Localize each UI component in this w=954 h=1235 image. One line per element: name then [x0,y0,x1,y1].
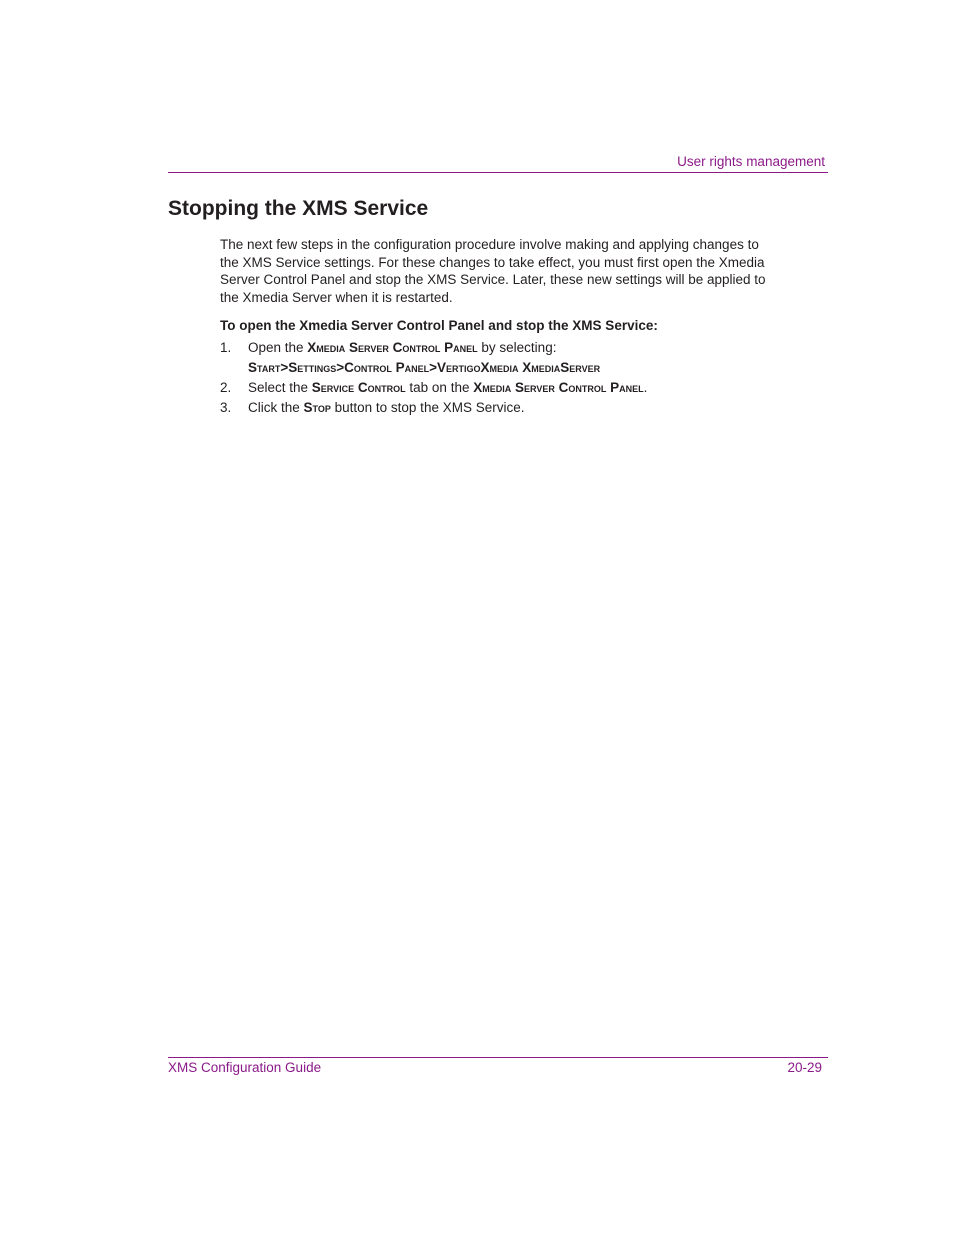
step-number: 1. [220,340,232,355]
header-rule [168,172,828,173]
ui-reference-control-panel: Xmedia Server Control Panel [473,380,644,395]
ui-reference-stop-button: Stop [303,400,331,415]
menu-path-text: Start>Settings>Control Panel>VertigoXmedia XmediaServer [248,360,601,375]
running-header: User rights management [677,154,825,169]
step-text-post: by selecting: [477,340,557,355]
step-text [248,378,647,398]
ui-reference-control-panel: Xmedia Server Control Panel [307,340,478,355]
footer-page-number: 20-29 [787,1060,822,1075]
step-text-pre: Select the [248,380,312,395]
step-text-mid: tab on the [405,380,474,395]
footer-guide-title: XMS Configuration Guide [168,1060,322,1075]
step-number: 2. [220,380,232,395]
section-title: Stopping the XMS Service [168,197,429,220]
menu-path [248,358,600,378]
step-text-post: button to stop the XMS Service. [330,400,525,415]
step-number: 3. [220,400,232,415]
footer-rule [168,1057,828,1058]
step-text-post: . [643,380,648,395]
intro-paragraph: The next few steps in the configuration procedure involve making and applying changes to the XMS Service settings. For these changes to take effect, you must first open the Xmedia Server Control Panel and stop the XMS Service. Later, these new settings will be applied to the Xmedia Server when it is restarted. [220,237,766,305]
step-text-pre: Open the [248,340,308,355]
step-text [248,338,556,358]
step-text-pre: Click the [248,400,304,415]
step-text [248,398,524,418]
ui-reference-service-control: Service Control [311,380,406,395]
procedure-heading: To open the Xmedia Server Control Panel and stop the XMS Service: [220,318,658,333]
